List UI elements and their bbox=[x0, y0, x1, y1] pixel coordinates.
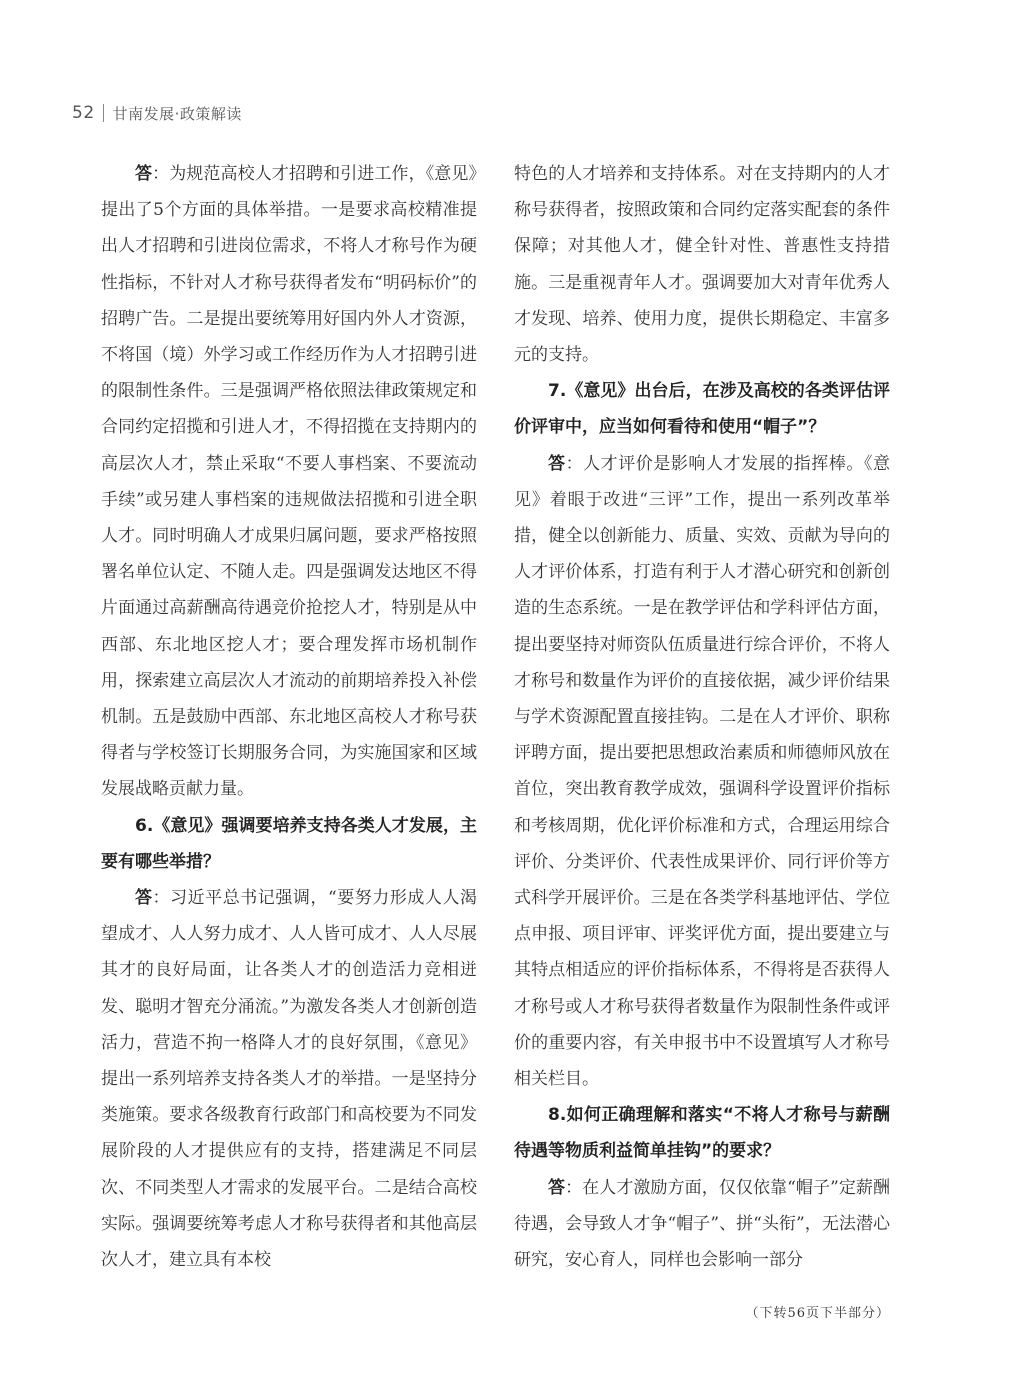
answer-label: 答 bbox=[135, 164, 153, 184]
answer-label: 答 bbox=[548, 1177, 566, 1198]
page-number: 52 bbox=[72, 103, 95, 123]
answer-text: ：在人才激励方面，仅仅依靠“帽子”定薪酬待遇，会导致人才争“帽子”、拼“头衔”，无法潜心研究，安心育人，同样也会影响一部分 bbox=[514, 1177, 891, 1271]
continuation-note: （下转56页下半部分） bbox=[745, 1306, 890, 1321]
question-heading-6: 6.《意见》强调要培养支持各类人才发展，主要有哪些举措？ bbox=[101, 815, 477, 872]
left-column bbox=[101, 156, 477, 1278]
question-heading-8: 8.如何正确理解和落实“不将人才称号与薪酬待遇等物质利益简单挂钩”的要求？ bbox=[514, 1105, 890, 1162]
answer-label: 答 bbox=[548, 453, 566, 474]
answer-paragraph bbox=[514, 1170, 890, 1279]
answer-paragraph bbox=[101, 156, 477, 808]
answer-text: ：为规范高校人才招聘和引进工作，《意见》提出了5个方面的具体举措。一是要求高校精准提出人才招聘和引进岗位需求，不将人才称号作为硬性指标，不针对人才称号获得者发布“明码标价”的招聘广告。二是提出要统筹用好国内外人才资源，不将国（境）外学习或工作经历作为人才招聘引进的限制性条件。三是强调严格依照法律政策规定和合同约定招揽和引进人才，不得招揽在支持期内的高层次人才，禁止采取“不要人事档案、不要流动手续”或另建人事档案的违规做法招揽和引进全职人才。同时明确人才成果归属问题，要求严格按照署名单位认定、不随人走。四是强调发达地区不得片面通过高薪酬高待遇竞价抢挖人才，特别是从中西部、东北地区挖人才；要合理发挥市场机制作用，探索建立高层次人才流动的前期培养投入补偿机制。五是鼓励中西部、东北地区高校人才称号获得者与学校签订长期服务合同，为实施国家和区域发展战略贡献力量。 bbox=[101, 164, 478, 800]
answer-paragraph bbox=[514, 446, 890, 1098]
right-column bbox=[514, 156, 890, 1278]
answer-label: 答 bbox=[135, 888, 153, 909]
continued-paragraph: 特色的人才培养和支持体系。对在支持期内的人才称号获得者，按照政策和合同约定落实配套的条件保障；对其他人才，健全针对性、普惠性支持措施。三是重视青年人才。强调要加大对青年优秀人才发现、培养、使用力度，提供长期稳定、丰富多元的支持。 bbox=[514, 164, 890, 366]
answer-paragraph bbox=[101, 880, 477, 1278]
page-header bbox=[72, 100, 242, 126]
answer-text: ：习近平总书记强调，“要努力形成人人渴望成才、人人努力成才、人人皆可成才、人人尽展其才的良好局面，让各类人才的创造活力竞相迸发、聪明才智充分涌流。”为激发各类人才创新创造活力，营造不拘一格降人才的良好氛围，《意见》提出一系列培养支持各类人才的举措。一是坚持分类施策。要求各级教育行政部门和高校要为不同发展阶段的人才提供应有的支持，搭建满足不同层次、不同类型人才需求的发展平台。二是结合高校实际。强调要统筹考虑人才称号获得者和其他高层次人才，建立具有本校 bbox=[101, 888, 477, 1271]
question-heading-7: 7.《意见》出台后，在涉及高校的各类评估评价评审中，应当如何看待和使用“帽子”？ bbox=[514, 381, 890, 438]
journal-section-title: 甘南发展·政策解读 bbox=[112, 104, 242, 123]
answer-text: ：人才评价是影响人才发展的指挥棒。《意见》着眼于改进“三评”工作，提出一系列改革举措，健全以创新能力、质量、实效、贡献为导向的人才评价体系，打造有利于人才潜心研究和创新创造的生态系统。一是在教学评估和学科评估方面，提出要坚持对师资队伍质量进行综合评价，不将人才称号和数量作为评价的直接依据，减少评价结果与学术资源配置直接挂钩。二是在人才评价、职称评聘方面，提出要把思想政治素质和师德师风放在首位，突出教育教学成效，强调科学设置评价指标和考核周期，优化评价标准和方式，合理运用综合评价、分类评价、代表性成果评价、同行评价等方式科学开展评价。三是在各类学科基地评估、学位点申报、项目评审、评奖评优方面，提出要建立与其特点相适应的评价指标体系，不得将是否获得人才称号或人才称号获得者数量作为限制性条件或评价的重要内容，有关申报书中不设置填写人才称号相关栏目。 bbox=[514, 453, 891, 1090]
header-divider bbox=[103, 104, 104, 122]
